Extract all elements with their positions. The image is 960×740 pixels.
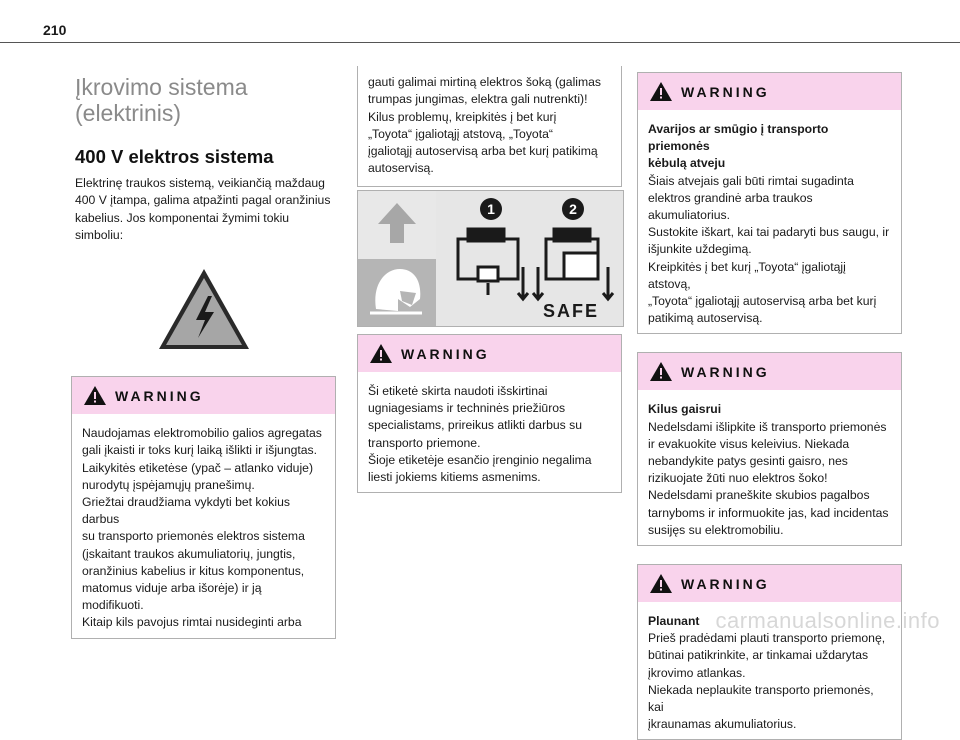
safe-label-illustration [357, 190, 624, 327]
watermark: carmanualsonline.info [715, 608, 940, 633]
intro-text: Elektrinę traukos sistemą, veikiančią maždaug 400 V įtampa, galima atpažinti pagal oranžinius kabelius. Jos komponentai žymimi tokiu simboliu: [75, 176, 331, 242]
warning-label: WARNING [681, 363, 770, 380]
warning-label: WARNING [681, 575, 770, 592]
warning-triangle-icon [649, 361, 673, 382]
warning-triangle-icon [83, 385, 107, 406]
header-rule [0, 42, 960, 43]
warning-header [638, 353, 901, 390]
warning-text: Šiais atvejais gali būti rimtai sugadinta elektros grandinė arba traukos akumuliatorius. Sustokite iškart, kai tai padaryti bus saugu, ir išjunkite uždegimą. Kreipkitės į bet kurį „Toyota“ įgaliotąjį atstovą, „Toyota“ įgaliotąjį autoservisą arba bet kurį patikimą autoservisą. [648, 173, 890, 326]
warning-label: WARNING [401, 345, 490, 362]
warning-header [638, 565, 901, 602]
warning-text: Nedelsdami išlipkite iš transporto priemonės ir evakuokite visus keleivius. Niekada nebandykite patys gesinti gaisro, nes rizikuojate žūti nuo elektros šoko! Nedelsdami praneškite skubios pagalbos tarnyboms ir informuokite jas, kad incidentas susijęs su elektromobiliu. [648, 419, 889, 537]
warning-heading: Kilus gaisrui [648, 402, 722, 417]
warning-box-washing [637, 564, 902, 740]
continued-warning-text: gauti galimai mirtiną elektros šoką (galimas trumpas jungimas, elektra gali nutrenkti)! Kilus problemų, kreipkitės į bet kurį „Toyota“ įgaliotąjį atstovą, „Toyota“ įgaliotąjį autoservisą arba bet kurį patikimą autoservisą. [357, 66, 622, 187]
badge-1-label: 1 [487, 201, 495, 217]
safe-text: SAFE [542, 301, 600, 321]
warning-label: WARNING [681, 83, 770, 100]
column-right [637, 54, 902, 740]
warning-body [638, 390, 901, 545]
warning-header [358, 335, 621, 372]
warning-box [71, 376, 336, 638]
section-title: Įkrovimo sistema (elektrinis) [75, 74, 248, 126]
high-voltage-warning-icon [156, 266, 252, 352]
column-middle-lower [357, 316, 622, 493]
warning-box [357, 334, 622, 493]
page-number: 210 [43, 22, 67, 38]
column-middle [357, 66, 622, 187]
column-left [71, 66, 336, 639]
warning-box-fire [637, 352, 902, 546]
warning-text: Ši etiketė skirta naudoti išskirtinai ugniagesiams ir techninės priežiūros specialistams, prireikus atlikti darbus su transporto priemone. Šioje etiketėje esančio įrenginio negalima liesti jokiems kitiems asmenims. [368, 384, 592, 485]
warning-label: WARNING [115, 387, 204, 404]
warning-triangle-icon [369, 343, 393, 364]
warning-box-collision [637, 72, 902, 334]
warning-header [72, 377, 335, 414]
subtitle: 400 V elektros sistema [75, 146, 274, 167]
warning-header [638, 73, 901, 110]
warning-body [638, 110, 901, 333]
warning-heading: Avarijos ar smūgio į transporto priemonės kėbulą atveju [648, 122, 829, 171]
warning-text: Naudojamas elektromobilio galios agregatas gali įkaisti ir toks kurį laiką išlikti ir išjungtas. Laikykitės etiketėse (ypač – atlanko viduje) nurodytų įspėjamųjų pranešimų. Griežtai draudžiama vykdyti bet kokius darbus su transporto priemonės elektros sistema (įskaitant traukos akumuliatorių, jungtis, oranžinius kabelius ir kitus komponentus, matomus viduje arba išorėje) ir ją modifikuoti. Kitaip kils pavojus rimtai nusideginti arba [82, 426, 322, 630]
warning-triangle-icon [649, 81, 673, 102]
warning-heading: Plaunant [648, 614, 700, 629]
safe-label-graphic [358, 191, 623, 326]
warning-triangle-icon [649, 573, 673, 594]
warning-text: Prieš pradėdami plauti transporto priemonę, būtinai patikrinkite, ar tinkamai uždarytas įkrovimo atlankas. Niekada neplaukite transporto priemonės, kai įkraunamas akumuliatorius. [648, 631, 886, 732]
badge-2-label: 2 [569, 201, 577, 217]
